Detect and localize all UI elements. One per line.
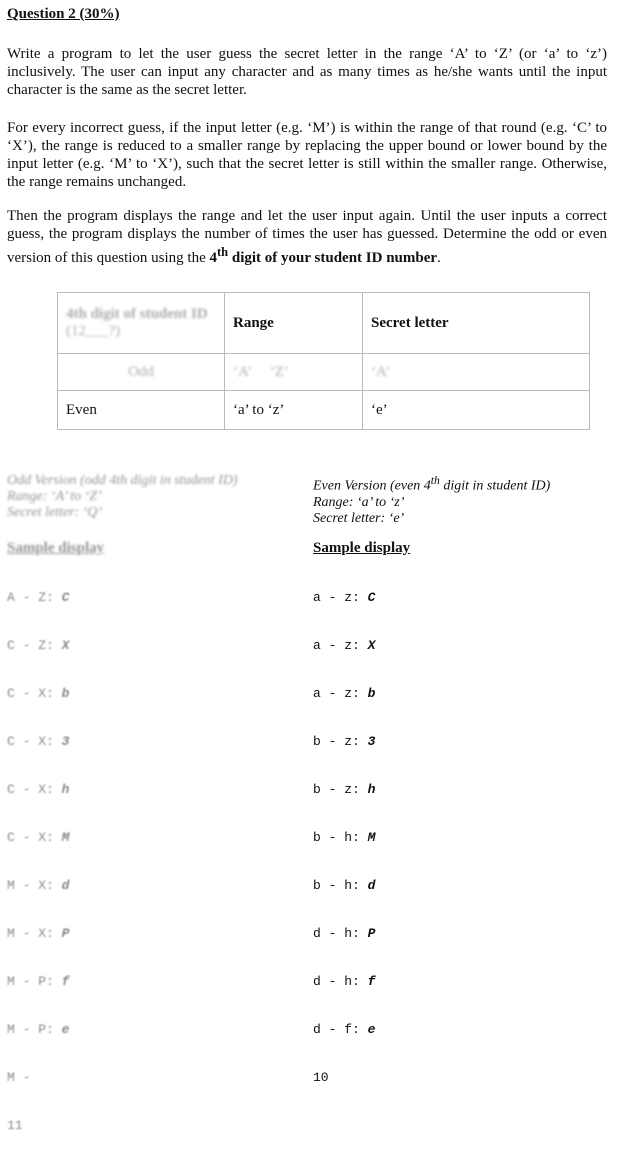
table-row-odd	[58, 354, 590, 391]
even-line: a - z: X	[313, 638, 376, 653]
odd-line: C - X: M	[7, 830, 70, 845]
even-version-range: Range: ‘a’ to ‘z’	[313, 494, 405, 510]
even-line: b - z: h	[313, 782, 376, 797]
paragraph-version-rule: Then the program displays the range and let the user input again. Until the user inputs a correct guess, the program displays the number of times the user has guessed. Determine the odd or even version of this question using the 4th digit of your student ID number.	[7, 208, 607, 266]
odd-line: M - X: P	[7, 926, 70, 941]
even-line: d - h: f	[313, 974, 376, 989]
odd-line: M - P: f	[7, 974, 70, 989]
odd-version-secret: Secret letter: ‘Q’	[7, 505, 103, 520]
header-secret-cell: Secret letter	[363, 293, 590, 354]
even-version-block	[313, 473, 550, 527]
even-line: b - h: M	[313, 830, 376, 845]
odd-secret-cell: ‘A’	[363, 354, 590, 391]
table-row-even	[58, 391, 590, 430]
odd-line: C - Z: X	[7, 638, 70, 653]
even-line: a - z: C	[313, 590, 376, 605]
version-table	[57, 292, 590, 430]
header-range-cell: Range	[225, 293, 363, 354]
odd-version-block	[7, 473, 238, 521]
even-label-cell: Even	[58, 391, 225, 430]
odd-range-cell: ‘A’ ‘Z’	[225, 354, 363, 391]
even-version-secret: Secret letter: ‘e’	[313, 510, 405, 526]
even-line: a - z: b	[313, 686, 376, 701]
digit-emphasis: 4th digit of your student ID number	[209, 245, 438, 266]
odd-sample-title: Sample display	[7, 540, 105, 556]
even-line: d - f: e	[313, 1022, 376, 1037]
odd-line: 11	[7, 1118, 23, 1133]
paragraph-intro: Write a program to let the user guess the secret letter in the range ‘A’ to ‘Z’ (or ‘a’ to ‘z’) inclusively. The user can input any character and as many times as he/she wants until the input character is the same as the secret letter.	[7, 46, 607, 98]
odd-line: M - X: d	[7, 878, 70, 893]
table-header-row	[58, 293, 590, 354]
even-secret-cell: ‘e’	[363, 391, 590, 430]
even-sample-output	[313, 558, 375, 1102]
even-line: b - h: d	[313, 878, 376, 893]
even-sample-title: Sample display	[313, 540, 411, 556]
odd-line: M - P: e	[7, 1022, 70, 1037]
odd-line: M -	[7, 1070, 39, 1085]
question-heading: Question 2 (30%)	[7, 6, 120, 22]
odd-version-title: Odd Version (odd 4th digit in student ID)	[7, 473, 238, 488]
header-digit-cell: 4th digit of student ID (12___?)	[58, 293, 225, 354]
odd-sample-output	[7, 558, 69, 1150]
odd-line: C - X: h	[7, 782, 70, 797]
odd-label-cell: Odd	[58, 354, 225, 391]
even-line: d - h: P	[313, 926, 376, 941]
odd-version-range: Range: ‘A’ to ‘Z’	[7, 489, 102, 504]
even-range-cell: ‘a’ to ‘z’	[225, 391, 363, 430]
even-version-title: Even Version (even 4th digit in student ID)	[313, 474, 551, 494]
paragraph-text: Then the program displays the range and let the user input again. Until the user inputs a correct guess, the program displays the number of times the user has guessed. Determine the odd or even version of this question using the	[7, 208, 607, 266]
paragraph-range-rule: For every incorrect guess, if the input letter (e.g. ‘M’) is within the range of that round (e.g. ‘C’ to ‘X’), the range is reduced to a smaller range by replacing the upper bound or lower bound by the input letter (e.g. ‘M’ to ‘X’), such that the secret letter is still within the smaller range. Otherwise, the range remains unchanged.	[7, 120, 607, 190]
odd-line: C - X: 3	[7, 734, 70, 749]
odd-line: A - Z: C	[7, 590, 70, 605]
even-line: b - z: 3	[313, 734, 376, 749]
even-line: 10	[313, 1070, 329, 1085]
odd-line: C - X: b	[7, 686, 70, 701]
